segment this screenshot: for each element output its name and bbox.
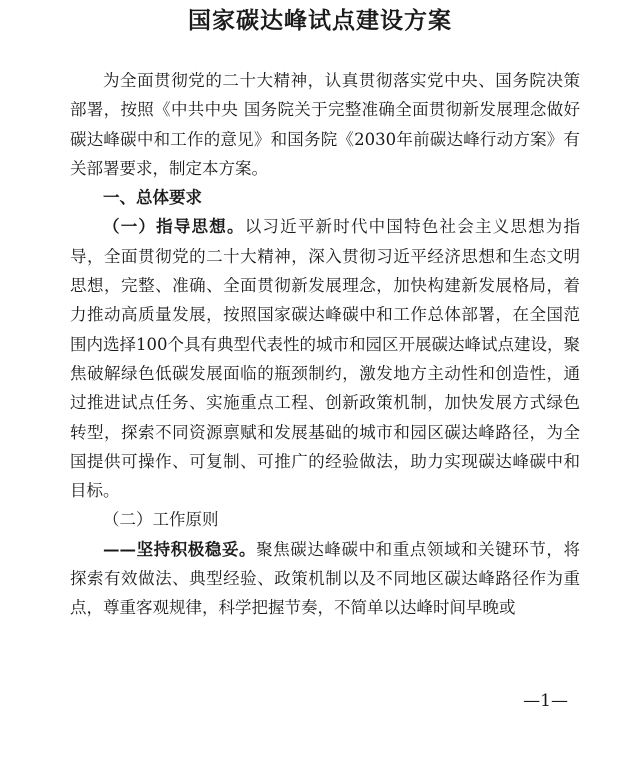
work-principles-heading: （二）工作原则 bbox=[103, 510, 219, 530]
guiding-ideology-paragraph bbox=[70, 212, 580, 505]
guiding-ideology-text: 以习近平新时代中国特色社会主义思想为指导，全面贯彻党的二十大精神，深入贯彻习近平经济思想和生态文明思想，完整、准确、全面贯彻新发展理念，加快构建新发展格局，着力推动高质量发展，按照国家碳达峰碳中和工作总体部署，在全国范围内选择100个具有典型代表性的城市和园区开展碳达峰试点建设，聚焦破解绿色低碳发展面临的瓶颈制约，激发地方主动性和创造性，通过推进试点任务、实施重点工程、创新政策机制，加快发展方式绿色转型，探索不同资源禀赋和发展基础的城市和园区碳达峰路径，为全国提供可操作、可复制、可推广的经验做法，助力实现碳达峰碳中和目标。 bbox=[70, 217, 581, 501]
document-body bbox=[70, 66, 580, 623]
section-heading: 一、总体要求 bbox=[103, 188, 202, 208]
intro-paragraph: 为全面贯彻党的二十大精神，认真贯彻落实党中央、国务院决策部署，按照《中共中央 国务院关于完整准确全面贯彻新发展理念做好碳达峰碳中和工作的意见》和国务院《2030年前碳达峰行动方案》有关部署要求，制定本方案。 bbox=[70, 71, 580, 178]
guiding-ideology-lead: （一）指导思想。 bbox=[103, 217, 245, 237]
principle-text: 聚焦碳达峰碳中和重点领域和关键环节，将探索有效做法、典型经验、政策机制以及不同地区碳达峰路径作为重点，尊重客观规律，科学把握节奏，不简单以达峰时间早晚或 bbox=[70, 539, 581, 618]
principle-paragraph bbox=[70, 535, 580, 623]
principle-lead: ——坚持积极稳妥。 bbox=[103, 539, 257, 559]
page-number: —1— bbox=[523, 691, 568, 711]
document-title: 国家碳达峰试点建设方案 bbox=[188, 7, 452, 34]
